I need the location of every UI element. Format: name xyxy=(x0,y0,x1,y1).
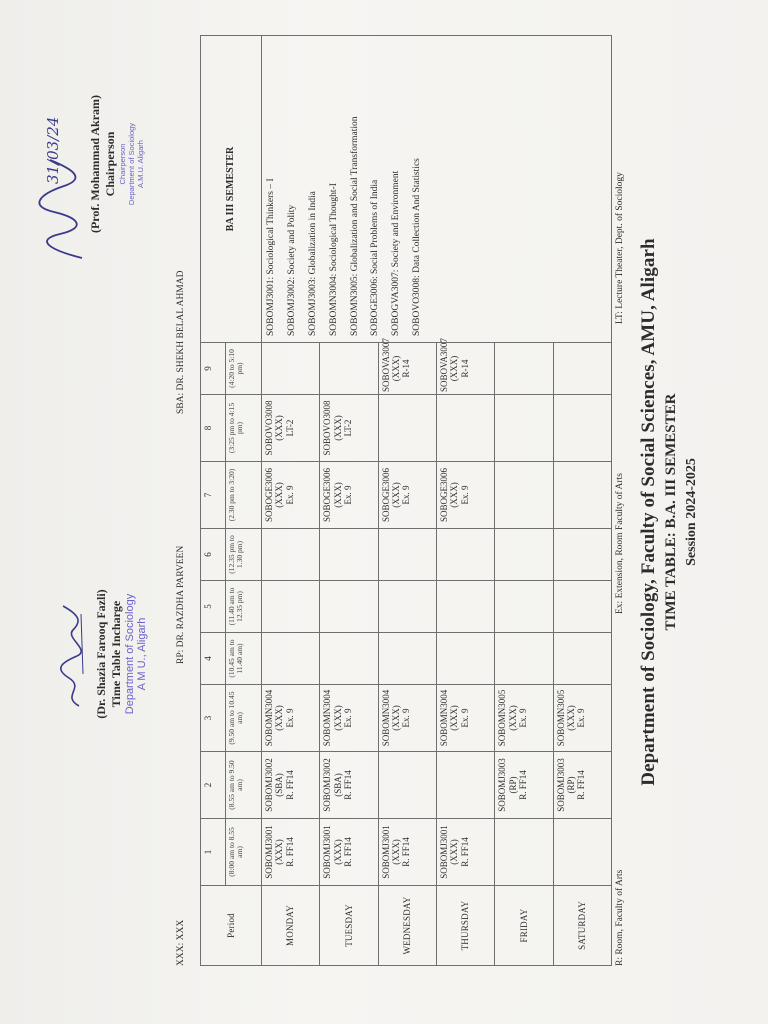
timetable-cell xyxy=(553,633,611,685)
period-time: (12.35 pm to 1.30 pm) xyxy=(225,529,261,581)
timetable-cell xyxy=(378,462,436,529)
cell-line: LT-2 xyxy=(284,419,295,437)
timetable-cell xyxy=(320,581,378,633)
stamp-chair-line-1: Chairperson xyxy=(118,143,127,185)
course-item: SOBOMJ3003: Globalization in India xyxy=(307,191,318,336)
timetable-cell xyxy=(261,752,319,819)
period-time: (11.40 am to 12.35 pm) xyxy=(225,581,261,633)
period-number: 9 xyxy=(201,343,226,395)
timetable-cell xyxy=(378,338,436,395)
timetable-cell xyxy=(261,685,319,752)
timetable-cell xyxy=(320,752,378,819)
period-label: Period xyxy=(201,886,262,966)
timetable-cell xyxy=(436,752,494,819)
chairperson-role: Chairperson xyxy=(103,131,117,197)
signature-block-chairperson xyxy=(30,34,145,294)
timetable-cell xyxy=(495,395,553,462)
legend-room: R: Room, Faculty of Arts xyxy=(615,869,625,966)
cell-line: SOBOGE3006 xyxy=(438,468,449,523)
cell-line: SOBOMN3005 xyxy=(497,689,508,747)
cell-line: R. FF14 xyxy=(284,770,295,800)
timetable-cell xyxy=(495,343,553,395)
timetable-cell xyxy=(495,462,553,529)
cell-line: SOBOGE3006 xyxy=(380,468,391,523)
period-time: (4:20 to 5:10 pm) xyxy=(225,343,261,395)
timetable-cell xyxy=(261,819,319,886)
cell-line: Ex. 9 xyxy=(576,708,587,728)
cell-line: SOBOMN3004 xyxy=(380,689,391,747)
timetable-cell xyxy=(495,685,553,752)
timetable-cell xyxy=(378,685,436,752)
incharge-role: Time Table Incharge xyxy=(109,600,123,708)
cell-line: (SBA) xyxy=(274,773,285,797)
cell-line: Ex. 9 xyxy=(401,708,412,728)
timetable-cell xyxy=(553,529,611,581)
timetable-cell xyxy=(261,395,319,462)
header-row-periods xyxy=(201,36,226,966)
cell-line: (XXX) xyxy=(449,355,460,382)
cell-line: SOBOMN3004 xyxy=(438,689,449,747)
timetable-cell xyxy=(495,581,553,633)
stamp-dept-line-1: Department of Sociology xyxy=(124,593,136,715)
cell-line: SOBOMJ3003 xyxy=(555,758,566,812)
cell-line: R. FF14 xyxy=(517,770,528,800)
timetable-cell xyxy=(320,819,378,886)
period-number: 8 xyxy=(201,395,226,462)
course-item: SOBOGE3006: Social Problems of India xyxy=(370,179,381,336)
course-item: SOBOMN3004: Sociological Thought-I xyxy=(328,183,339,336)
timetable-cell xyxy=(436,462,494,529)
document-subtitle: TIME TABLE: B.A. III SEMESTER xyxy=(663,393,679,631)
semester-heading: BA III SEMESTER xyxy=(201,36,262,343)
timetable-cell xyxy=(378,633,436,685)
stamp-dept-line-2: A M U., Aligarh xyxy=(136,617,148,691)
cell-line: SOBOMJ3001 xyxy=(322,825,333,879)
timetable-cell xyxy=(553,685,611,752)
timetable-cell xyxy=(553,395,611,462)
cell-line: (XXX) xyxy=(565,705,576,731)
handwritten-signature-left xyxy=(55,594,89,714)
timetable-cell xyxy=(378,581,436,633)
session-label: Session 2024-2025 xyxy=(684,458,699,566)
cell-line: (XXX) xyxy=(390,355,401,382)
timetable-cell xyxy=(495,529,553,581)
signature-block-incharge xyxy=(55,534,148,774)
timetable-cell xyxy=(261,633,319,685)
timetable-cell xyxy=(436,395,494,462)
cell-line: R. FF14 xyxy=(342,770,353,800)
period-number: 1 xyxy=(201,819,226,886)
timetable-cell xyxy=(553,819,611,886)
cell-line: SOBOVO3008 xyxy=(263,400,274,456)
cell-line: R. FF14 xyxy=(576,770,587,800)
cell-line: SOBOVA3007 xyxy=(380,338,391,392)
timetable-cell xyxy=(436,529,494,581)
timetable-cell xyxy=(436,819,494,886)
timetable-cell xyxy=(261,343,319,395)
course-list xyxy=(261,36,611,343)
stamp-chair-line-2: Department of Sociology xyxy=(127,122,136,206)
cell-line: SOBOGE3006 xyxy=(322,468,333,523)
cell-line: SOBOMJ3003 xyxy=(497,758,508,812)
timetable-cell xyxy=(436,685,494,752)
timetable-cell xyxy=(553,752,611,819)
period-time: (10.45 am to 11.40 am) xyxy=(225,633,261,685)
cell-line: R. FF14 xyxy=(284,837,295,867)
day-label: WEDNESDAY xyxy=(378,886,436,966)
course-item: SOBOVO3008: Data Collection And Statistics xyxy=(412,158,423,336)
course-item: SOBOMJ3001: Sociological Thinkers – I xyxy=(265,178,276,336)
timetable-cell xyxy=(261,529,319,581)
timetable-cell xyxy=(553,581,611,633)
period-number: 3 xyxy=(201,685,226,752)
cell-line: SOBOMJ3001 xyxy=(438,825,449,879)
footer-xxx: XXX: XXX xyxy=(176,919,186,966)
cell-line: (XXX) xyxy=(390,482,401,508)
cell-line: Ex. 9 xyxy=(342,708,353,728)
period-time: (8.55 am to 9.50 am) xyxy=(225,752,261,819)
timetable-cell xyxy=(320,395,378,462)
cell-line: SOBOMJ3001 xyxy=(263,825,274,879)
cell-line: SOBOVA3007 xyxy=(438,338,449,392)
cell-line: (XXX) xyxy=(332,705,343,731)
cell-line: LT-2 xyxy=(342,419,353,437)
cell-line: (XXX) xyxy=(332,415,343,441)
timetable-cell xyxy=(320,343,378,395)
period-time: (2.30 pm to 3:20) xyxy=(225,462,261,529)
day-label: SATURDAY xyxy=(553,886,611,966)
cell-line: Ex. 9 xyxy=(459,708,470,728)
cell-line: Ex. 9 xyxy=(284,708,295,728)
day-label: FRIDAY xyxy=(495,886,553,966)
document-title: Department of Sociology, Faculty of Social Sciences, AMU, Aligarh xyxy=(638,238,659,786)
cell-line: SOBOMJ3002 xyxy=(322,758,333,812)
timetable-cell xyxy=(320,529,378,581)
cell-line: Ex. 9 xyxy=(284,485,295,505)
cell-line: SOBOMJ3001 xyxy=(380,825,391,879)
timetable-cell xyxy=(495,819,553,886)
period-number: 7 xyxy=(201,462,226,529)
timetable-cell xyxy=(378,529,436,581)
period-time: (3:25 pm to 4:15 pm) xyxy=(225,395,261,462)
cell-line: R. FF14 xyxy=(401,837,412,867)
period-number: 2 xyxy=(201,752,226,819)
cell-line: Ex. 9 xyxy=(459,485,470,505)
course-item: SOBOMN3005: Globalization and Social Transformation xyxy=(349,116,360,336)
cell-line: SOBOMN3004 xyxy=(263,689,274,747)
period-number: 4 xyxy=(201,633,226,685)
day-label: TUESDAY xyxy=(320,886,378,966)
timetable-cell xyxy=(320,462,378,529)
timetable-cell xyxy=(378,395,436,462)
cell-line: (XXX) xyxy=(449,705,460,731)
cell-line: (XXX) xyxy=(449,839,460,865)
timetable-cell xyxy=(436,633,494,685)
cell-line: (XXX) xyxy=(274,705,285,731)
timetable-cell xyxy=(320,685,378,752)
timetable-cell xyxy=(436,338,494,395)
cell-line: (SBA) xyxy=(332,773,343,797)
cell-line: (XXX) xyxy=(332,482,343,508)
cell-line: SOBOMN3004 xyxy=(322,689,333,747)
timetable xyxy=(200,35,612,966)
cell-line: (XXX) xyxy=(332,839,343,865)
timetable-cell xyxy=(261,581,319,633)
timetable-cell xyxy=(261,462,319,529)
legend-lecture-theater: LT: Lecture Theater, Dept. of Sociology xyxy=(615,172,625,324)
cell-line: SOBOMN3005 xyxy=(555,689,566,747)
stamp-chair-line-3: A.M.U. Aligarh xyxy=(136,140,145,188)
incharge-name: (Dr. Shazia Farooq Fazli) xyxy=(94,589,108,719)
cell-line: SOBOVO3008 xyxy=(322,400,333,456)
timetable-cell xyxy=(553,343,611,395)
cell-line: SOBOMJ3002 xyxy=(263,758,274,812)
cell-line: (XXX) xyxy=(390,839,401,865)
timetable-cell xyxy=(320,633,378,685)
cell-line: (XXX) xyxy=(274,839,285,865)
day-row xyxy=(261,36,319,966)
cell-line: R. FF14 xyxy=(342,837,353,867)
footer-rp: RP: DR. RAZDHA PARVEEN xyxy=(176,545,186,664)
period-number: 5 xyxy=(201,581,226,633)
period-time: (8:00 am to 8.55 am) xyxy=(225,819,261,886)
timetable-cell xyxy=(495,633,553,685)
footer-sba: SBA: DR. SHEKH BELAL AHMAD xyxy=(176,270,186,414)
cell-line: Ex. 9 xyxy=(517,708,528,728)
cell-line: (RP) xyxy=(507,776,518,794)
cell-line: R-14 xyxy=(459,359,470,378)
timetable-cell xyxy=(436,581,494,633)
legend-extension: Ex: Extension, Room Faculty of Arts xyxy=(615,473,625,614)
chairperson-name: (Prof. Mohammad Akram) xyxy=(88,94,102,234)
cell-line: (XXX) xyxy=(274,415,285,441)
period-time: (9.50 am to 10.45 am) xyxy=(225,685,261,752)
cell-line: (XXX) xyxy=(449,482,460,508)
day-label: MONDAY xyxy=(261,886,319,966)
cell-line: Ex. 9 xyxy=(401,485,412,505)
cell-line: (XXX) xyxy=(507,705,518,731)
timetable-cell xyxy=(378,819,436,886)
timetable-cell xyxy=(495,752,553,819)
cell-line: (RP) xyxy=(565,776,576,794)
period-number: 6 xyxy=(201,529,226,581)
course-item: SOBOGVA3007: Society and Environment xyxy=(391,170,402,336)
day-label: THURSDAY xyxy=(436,886,494,966)
cell-line: R-14 xyxy=(401,359,412,378)
cell-line: R. FF14 xyxy=(459,837,470,867)
course-item: SOBOMJ3002: Society and Polity xyxy=(286,204,297,336)
cell-line: (XXX) xyxy=(390,705,401,731)
timetable-cell xyxy=(378,752,436,819)
cell-line: (XXX) xyxy=(274,482,285,508)
cell-line: SOBOGE3006 xyxy=(263,468,274,523)
timetable-cell xyxy=(553,462,611,529)
cell-line: Ex. 9 xyxy=(342,485,353,505)
signature-date: 31/03/24 xyxy=(44,116,62,184)
